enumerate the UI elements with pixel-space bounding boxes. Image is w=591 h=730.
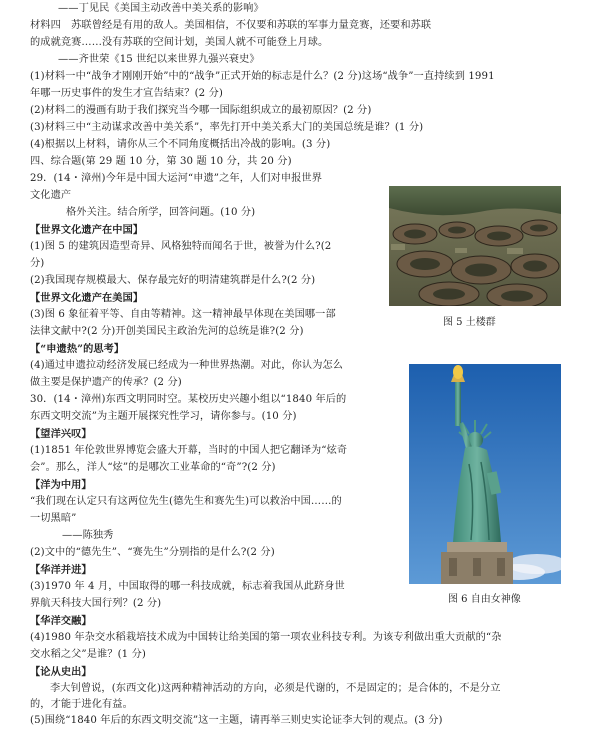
question-line: (1)图 5 的建筑因造型奇异、风格独特而闻名于世，被誉为什么?(2	[30, 241, 332, 252]
subsection-heading: 【洋为中用】	[30, 479, 92, 491]
statue-of-liberty-photo	[409, 364, 561, 584]
source-citation-line: ——丁见民《美国主动改善中美关系的影响》	[58, 3, 264, 14]
subsection-heading: 【论从史出】	[30, 666, 92, 678]
question-line: (1)1851 年伦敦世界博览会盛大开幕，当时的中国人把它翻译为“炫奇	[30, 445, 348, 456]
question-line: (3)1970 年 4 月，中国取得的哪一科技成就，标志着我国从此跻身世	[30, 581, 345, 592]
question-line: (3)图 6 象征着平等、自由等精神。这一精神最早体现在美国哪一部	[30, 309, 336, 320]
question-line: (2)文中的“德先生”、“赛先生”分别指的是什么?(2 分)	[30, 547, 275, 558]
question-line: (3)材料三中“主动谋求改善中美关系”，率先打开中美关系大门的美国总统是谁？(1 分)	[30, 122, 424, 133]
subsection-heading: 【华洋并进】	[30, 564, 92, 576]
quotation-line: 李大钊曾说，(东西文化)这两种精神活动的方向，必须是代谢的，不是固定的；是合体的，不是分立	[50, 683, 501, 694]
subsection-heading: 【望洋兴叹】	[30, 428, 92, 440]
question-29-stem: 文化遗产	[30, 190, 72, 201]
question-29-stem: 格外关注。结合所学，回答问题。(10 分)	[66, 207, 256, 218]
question-30-stem: 30．(14・漳州)东西文明同时空。某校历史兴趣小组以“1840 年后的	[30, 394, 347, 405]
question-line: (4)通过申遗拉动经济发展已经成为一种世界热潮。对此，你认为怎么	[30, 360, 344, 371]
figure-5-caption: 图 5 土楼群	[443, 317, 496, 328]
subsection-heading: 【华洋交融】	[30, 615, 92, 627]
question-line: (2)材料二的漫画有助于我们探究当今哪一国际组织成立的最初原因？(2 分)	[30, 105, 372, 116]
source-citation-line: ——齐世荣《15 世纪以来世界九强兴衰史》	[58, 54, 260, 65]
section-heading: 四、综合题(第 29 题 10 分，第 30 题 10 分，共 20 分)	[30, 156, 292, 167]
question-line: (5)围绕“1840 年后的东西文明交流”这一主题，请再举三则史实论证李大钊的观点。(3 分)	[30, 715, 443, 726]
question-line: 分)	[30, 258, 45, 269]
source-citation-line: ——陈独秀	[62, 530, 114, 541]
material-four-line: 的成就竞赛……没有苏联的空间计划，美国人就不可能登上月球。	[30, 37, 329, 48]
question-line: (2)我国现存规模最大、保存最完好的明清建筑群是什么?(2 分)	[30, 275, 316, 286]
question-line: (4)根据以上材料，请你从三个不同角度概括出冷战的影响。(3 分)	[30, 139, 331, 150]
question-line: (1)材料一中“战争才刚刚开始”中的“战争”正式开始的标志是什么？(2 分)这场“战争”一直持续到 1991	[30, 71, 495, 82]
subsection-heading: 【世界文化遗产在美国】	[30, 292, 144, 304]
question-line: 法律文献中?(2 分)开创美国民主政治先河的总统是谁?(2 分)	[30, 326, 304, 337]
question-line: 做主要是保护遗产的传承？(2 分)	[30, 377, 182, 388]
question-line: 界航天科技大国行列？(2 分)	[30, 598, 162, 609]
quotation-line: 一切黑暗”	[30, 513, 77, 524]
material-four-line: 材料四 苏联曾经是有用的敌人。美国相信，不仅要和苏联的军事力量竞赛，还要和苏联	[30, 20, 432, 31]
quotation-line: 的，才能于进化有益。	[30, 699, 133, 710]
question-line: 交水稻之父”是谁？(1 分)	[30, 649, 146, 660]
subsection-heading: 【世界文化遗产在中国】	[30, 224, 144, 236]
question-30-stem: 东西文明交流”为主题开展探究性学习，请你参与。(10 分)	[30, 411, 297, 422]
quotation-line: “我们现在认定只有这两位先生(德先生和赛先生)可以救治中国……的	[30, 496, 342, 507]
question-line: 年哪一历史事件的发生才宣告结束？(2 分)	[30, 88, 223, 99]
subsection-heading: 【“申遗热”的思考】	[30, 343, 125, 355]
tulou-photo	[389, 186, 561, 306]
question-line: (4)1980 年杂交水稻栽培技术成为中国转让给美国的第一项农业科技专利。为该专利做出重大贡献的“杂	[30, 632, 502, 643]
question-line: 会”。那么，洋人“炫”的是哪次工业革命的“奇”?(2 分)	[30, 462, 276, 473]
figure-6-caption: 图 6 自由女神像	[448, 594, 521, 605]
question-29-stem: 29．(14・漳州)今年是中国大运河“申遗”之年，人们对申报世界	[30, 173, 322, 184]
